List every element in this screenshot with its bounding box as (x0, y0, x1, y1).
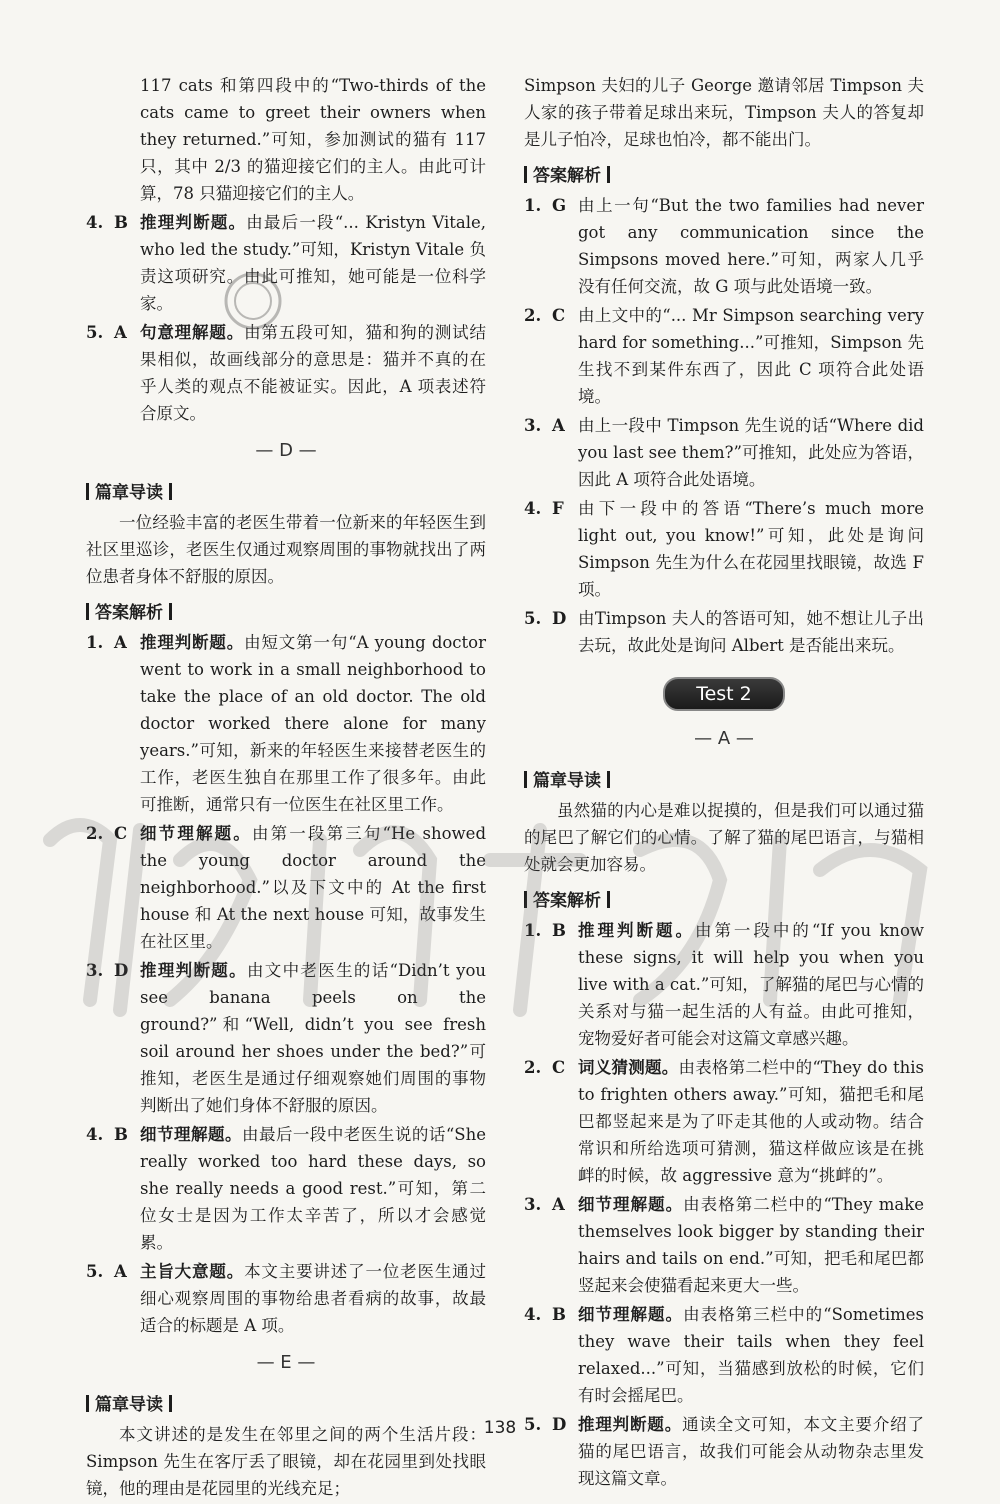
answer-item (86, 629, 486, 818)
item-text (140, 319, 486, 427)
question-type: 推理判断题。 (578, 1415, 683, 1434)
answer-item (86, 1258, 486, 1339)
explanation: 由第一段第三句“He showed the young doctor around the neighborhood.”以及下文中的 At the first house 和 At the next house 可知，故事发生在社区里。 (140, 824, 486, 951)
item-answer: C (552, 1058, 566, 1077)
explanation: 由第一段中的“If you know these signs, it will help you when you live with a cat.”可知，了解猫的尾巴与心情的关系对与猫一起生活的人有益。由此可推知，宠物爱好者可能会对这篇文章感兴趣。 (578, 921, 924, 1048)
explanation: 由表格第二栏中的“They make themselves look bigger by standing their hairs and tails on end.”可知，把毛和尾巴都竖起来会使猫看起来更大一些。 (578, 1195, 924, 1295)
test-badge: Test 2 (663, 677, 785, 711)
item-number: 5. (524, 609, 542, 628)
item-answer: D (552, 1415, 567, 1434)
item-answer: A (552, 416, 565, 435)
guide-paragraph: 本文讲述的是发生在邻里之间的两个生活片段：Simpson 先生在客厅丢了眼镜，却在花园里到处找眼镜，他的理由是花园里的光线充足； (86, 1425, 486, 1498)
item-number: 3. (86, 961, 104, 980)
item-answer: D (552, 609, 567, 628)
section-heading-guide (86, 480, 176, 507)
heading-bar (169, 1395, 172, 1412)
guide-paragraph: 一位经验丰富的老医生带着一位新来的年轻医生到社区里巡诊，老医生仅通过观察周围的事物就找出了两位患者身体不舒服的原因。 (86, 513, 486, 586)
heading-bar (169, 603, 172, 620)
answer-item (524, 495, 924, 603)
question-type: 主旨大意题。 (140, 1262, 245, 1281)
heading-bar (86, 483, 89, 500)
explanation: 由最后一段中老医生说的话“She really worked too hard these days, so she really needs a good rest.”可知，第二位女士是因为工作太辛苦了，所以才会感觉累。 (140, 1125, 486, 1252)
question-type: 推理判断题。 (140, 633, 245, 652)
item-number: 4. (524, 1305, 542, 1324)
item-answer: G (552, 196, 567, 215)
item-number: 4. (86, 213, 104, 232)
item-answer: C (114, 824, 128, 843)
item-text (140, 820, 486, 955)
item-number: 3. (524, 1195, 542, 1214)
item-text (140, 1258, 486, 1339)
answer-item (524, 1054, 924, 1189)
question-type: 细节理解题。 (140, 824, 252, 843)
item-number: 2. (524, 306, 542, 325)
item-number: 5. (86, 1262, 104, 1281)
explanation: 由上文中的“... Mr Simpson searching very hard for something...”可推知，Simpson 先生找不到某件东西了，因此 C 项符合此处语境。 (578, 306, 924, 406)
heading-bar (607, 166, 610, 183)
item-answer: B (552, 1305, 566, 1324)
section-letter-a: — A — (694, 728, 754, 749)
explanation: 由表格第三栏中的“Sometimes they wave their tails when they feel relaxed...”可知，当猫感到放松的时候，它们有时会摇尾巴。 (578, 1305, 925, 1405)
question-type: 细节理解题。 (140, 1125, 242, 1144)
item-answer: B (114, 1125, 128, 1144)
explanation: 由第五段可知，猫和狗的测试结果相似，故画线部分的意思是：猫并不真的在乎人类的观点不能被证实。因此，A 项表述符合原文。 (140, 323, 487, 423)
item-number: 1. (524, 921, 542, 940)
section-letter-d: — D — (255, 440, 317, 461)
heading-bar (86, 1395, 89, 1412)
item-number: 2. (524, 1058, 542, 1077)
explanation: 由Timpson 夫人的答语可知，她不想让儿子出去玩，故此处是询问 Albert 是否能出来玩。 (578, 609, 924, 655)
heading-bar (524, 891, 527, 908)
item-number: 1. (86, 633, 104, 652)
item-answer: A (114, 323, 127, 342)
heading-text: 篇章导读 (95, 1395, 163, 1415)
answer-item (86, 1121, 486, 1256)
item-number: 2. (86, 824, 104, 843)
explanation: 由最后一段“... Kristyn Vitale, who led the study.”可知，Kristyn Vitale 负责这项研究。由此可推知，她可能是一位科学家。 (140, 213, 486, 313)
left-column (86, 72, 486, 1504)
item-number: 4. (524, 499, 542, 518)
right-column (524, 72, 924, 1494)
answer-item (524, 1301, 924, 1409)
answer-item (524, 1191, 924, 1299)
item-text (140, 629, 486, 818)
item-number: 5. (86, 323, 104, 342)
section-heading-guide (524, 768, 614, 795)
explanation: 由上一段中 Timpson 先生说的话“Where did you last see them?”可推知，此处应为答语，因此 A 项符合此处语境。 (578, 416, 924, 489)
explanation: 由下一段中的答语“There’s much more light out, you know!”可知，此处是询问 Simpson 先生为什么在花园里找眼镜，故选 F 项。 (578, 499, 924, 599)
item-text (578, 1301, 924, 1409)
explanation: 由文中老医生的话“Didn’t you see banana peels on the ground?”和“Well, didn’t you see fresh soil around her shoes under the bed?”可推知，老医生是通过仔细观察她们周围的事物判断出了她们身体不舒服的原因。 (140, 961, 487, 1115)
heading-text: 篇章导读 (533, 771, 601, 791)
explanation: 由上一句“But the two families had never got any communication since the Simpsons moved here.”可知，两家人几乎没有任何交流，故 G 项与此处语境一致。 (578, 196, 924, 296)
question-type: 句意理解题。 (140, 323, 245, 342)
item-number: 3. (524, 416, 542, 435)
heading-bar (169, 483, 172, 500)
explanation: 由短文第一句“A young doctor went to work in a small neighborhood to take the place of an old doctor. The old doctor worked there alone for many years.”可知，新来的年轻医生来接替老医生的工作，老医生独自在那里工作了很多年。由此可推断，通常只有一位医生在社区里工作。 (140, 633, 487, 814)
section-heading-guide (86, 1392, 176, 1419)
section-heading-answers (524, 888, 614, 915)
item-answer: A (552, 1195, 565, 1214)
item-answer: A (114, 633, 127, 652)
heading-bar (524, 771, 527, 788)
question-type: 细节理解题。 (578, 1305, 684, 1324)
page-number: 138 (483, 1418, 517, 1438)
answer-item (86, 957, 486, 1119)
section-heading-answers (86, 600, 176, 627)
answer-item (524, 412, 924, 493)
explanation: 本文主要讲述了一位老医生通过细心观察周围的事物给患者看病的故事，故最适合的标题是 A 项。 (140, 1262, 487, 1335)
item-answer: B (552, 921, 566, 940)
item-number: 5. (524, 1415, 542, 1434)
item-answer: A (114, 1262, 127, 1281)
item-text (140, 957, 486, 1119)
heading-bar (524, 166, 527, 183)
item-text (578, 1191, 924, 1299)
answer-item (86, 319, 486, 427)
answer-item (86, 209, 486, 317)
explanation: 由表格第二栏中的“They do this to frighten others away.”可知，猫把毛和尾巴都竖起来是为了吓走其他的人或动物。结合常识和所给选项可猜测，猫这样做应该是在挑衅的时候，故 aggressive 意为“挑衅的”。 (578, 1058, 924, 1185)
heading-bar (607, 891, 610, 908)
heading-bar (86, 603, 89, 620)
heading-text: 答案解析 (95, 603, 163, 623)
question-type: 推理判断题。 (140, 961, 247, 980)
section-heading-answers (524, 163, 614, 190)
section-letter-e: — E — (256, 1352, 316, 1373)
stamp-graphic (222, 270, 284, 332)
question-type: 词义猜测题。 (578, 1058, 679, 1077)
item-answer: D (114, 961, 129, 980)
item-number: 4. (86, 1125, 104, 1144)
answer-item (524, 917, 924, 1052)
heading-bar (607, 771, 610, 788)
item-text (140, 209, 486, 317)
heading-text: 答案解析 (533, 166, 601, 186)
answer-item (524, 605, 924, 659)
continued-paragraph: 117 cats 和第四段中的“Two-thirds of the cats came to greet their owners when they returned.”可知，参加测试的猫有 117 只，其中 2/3 的猫迎接它们的主人。由此可计算，78 只猫迎接它们的主人。 (140, 76, 486, 203)
item-answer: F (552, 499, 564, 518)
item-text (578, 1054, 924, 1189)
question-type: 细节理解题。 (578, 1195, 684, 1214)
explanation: 通读全文可知，本文主要介绍了猫的尾巴语言，故我们可能会从动物杂志里发现这篇文章。 (578, 1415, 925, 1488)
heading-text: 篇章导读 (95, 483, 163, 503)
item-text (140, 1121, 486, 1256)
answer-item (86, 820, 486, 955)
question-type: 推理判断题。 (578, 921, 695, 940)
item-answer: C (552, 306, 566, 325)
answer-item (524, 192, 924, 300)
item-answer: B (114, 213, 128, 232)
continued-paragraph: Simpson 夫妇的儿子 George 邀请邻居 Timpson 夫人家的孩子带着足球出来玩，Timpson 夫人的答复却是儿子怕冷，足球也怕冷，都不能出门。 (524, 76, 924, 149)
item-text (578, 917, 924, 1052)
answer-item (524, 302, 924, 410)
heading-text: 答案解析 (533, 891, 601, 911)
question-type: 推理判断题。 (140, 213, 247, 232)
guide-paragraph: 虽然猫的内心是难以捉摸的，但是我们可以通过猫的尾巴了解它们的心情。了解了猫的尾巴语言，与猫相处就会更加容易。 (524, 801, 924, 874)
item-number: 1. (524, 196, 542, 215)
